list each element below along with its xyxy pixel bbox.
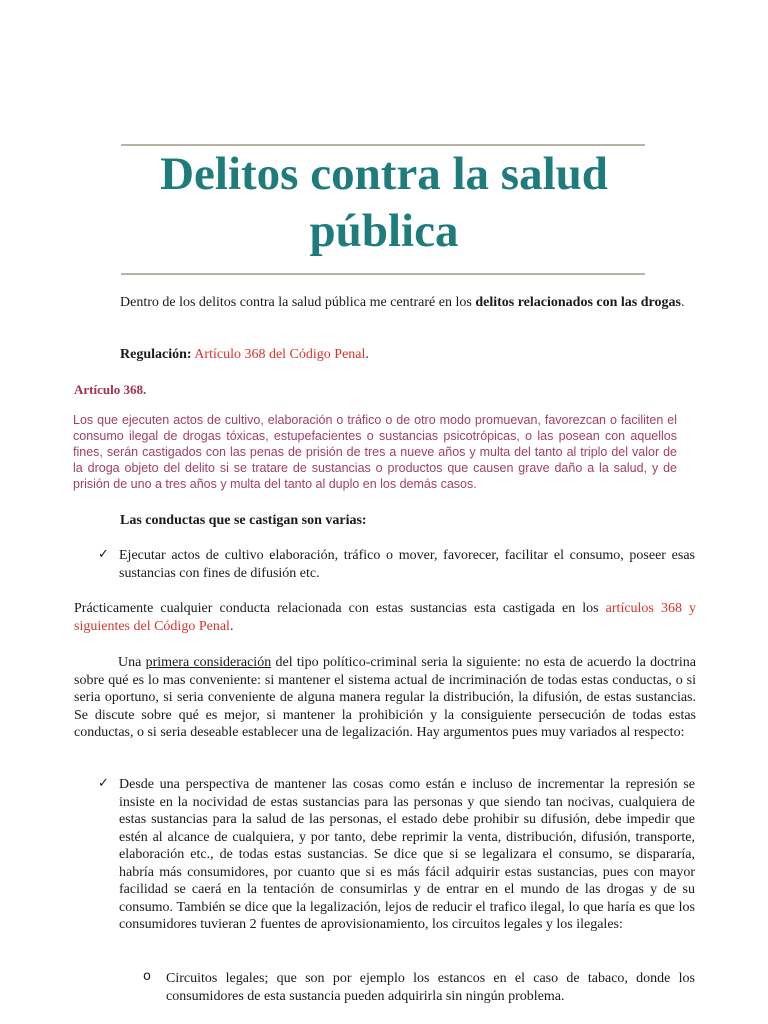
regulacion-end: . [365,347,369,362]
page-title: Delitos contra la salud pública [160,148,608,257]
intro-end: . [680,295,685,310]
article-body: Los que ejecuten actos de cultivo, elaboración o tráfico o de otro modo promuevan, favorezcan o faciliten el consumo ilegal de drogas tóxicas, estupefacientes o sustancias psicotrópicas, o las posean con aquellos fines, serán castigados con las penas de prisión de tres a nueve años y multa del tanto al triplo del valor de la droga objeto del delito si se tratare de sustancias o productos que causen grave daño a la salud, y de prisión de uno a tres años y multa del tanto al duplo en los demás casos. [73,413,677,491]
check-icon: ✓ [98,547,109,562]
articulos-link[interactable]: artículos 368 y siguientes del Código Penal [74,601,696,634]
una-start: Una [118,655,146,670]
bullet-item-2: Desde una perspectiva de mantener las cosas como están e incluso de incrementar la represión se insiste en la nocividad de estas sustancias para las personas y que siendo tan nocivas, cualquiera de estas sustancias para la salud de las personas, el estado debe prohibir su difusión, debe impedir que estén al alcance de cualquiera, y por tanto, debe reprimir la venta, distribución, difusión, transporte, elaboración etc., de todas estas sustancias. Se dice que si se legalizara el consumo, se dispararía, habría más consumidores, por cuanto que si es más fácil adquirir estas sustancias, pues con mayor facilidad se caerá en la tentación de consumirlas y de entrar en el mundo de las drogas y de su consumo. También se dice que la legalización, lejos de reducir el trafico ilegal, lo que haría es que los consumidores tuvieran 2 fuentes de aprovisionamiento, los circuitos legales y los ilegales: [119,777,695,932]
circle-bullet-icon: o [143,969,151,984]
regulacion-link[interactable]: Artículo 368 del Código Penal [194,347,366,362]
practicamente-paragraph [74,600,696,635]
conductas-heading: Las conductas que se castigan son varias: [120,513,367,528]
consideracion-paragraph [74,654,696,742]
intro-text: Dentro de los delitos contra la salud pública me centraré en los [120,295,476,310]
article-heading: Artículo 368. [74,382,147,397]
primera-consideracion: primera consideración [145,655,272,670]
practicamente-text: Prácticamente cualquier conducta relacionada con estas sustancias esta castigada en los [74,601,606,616]
intro-paragraph [74,294,694,312]
intro-bold: delitos relacionados con las drogas [475,295,681,310]
una-rest: del tipo político-criminal seria la siguiente: no esta de acuerdo la doctrina sobre qué es lo mas conveniente: si mantener el sistema actual de incriminación de todas estas conductas, o si seria oportuno, si seria conveniente de alguna manera regular la distribución, la difusión, de estas sustancias. Se discute sobre qué es mejor, si mantener la prohibición y la consiguiente persecución de todas estas conductas, o si seria deseable establecer una de legalización. Hay argumentos pues muy variados al respecto: [74,655,696,740]
bullet-item-1: Ejecutar actos de cultivo elaboración, tráfico o mover, favorecer, facilitar el consumo, poseer esas sustancias con fines de difusión etc. [119,548,695,581]
regulacion-paragraph [120,346,700,364]
sub-bullet-item-1: Circuitos legales; que son por ejemplo los estancos en el caso de tabaco, donde los consumidores de esta sustancia pueden adquirirla sin ningún problema. [166,971,695,1004]
check-icon: ✓ [98,776,109,791]
regulacion-label: Regulación: [120,347,192,362]
practicamente-end: . [229,618,234,634]
bottom-divider [121,273,645,275]
